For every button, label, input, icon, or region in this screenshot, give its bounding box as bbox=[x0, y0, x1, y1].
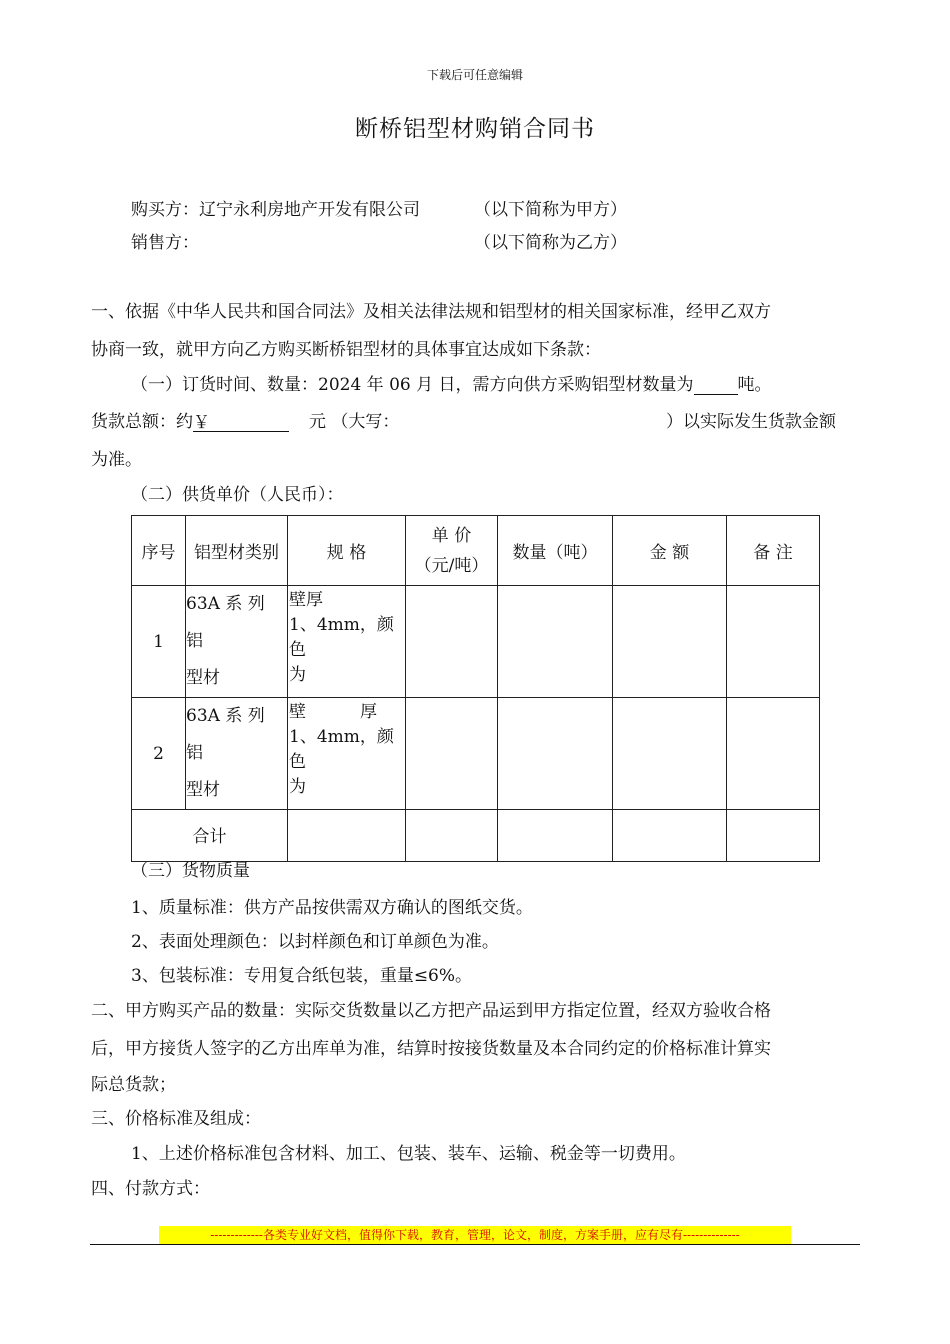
table-total-row bbox=[132, 810, 820, 862]
row1-spec bbox=[288, 586, 406, 698]
row1-price bbox=[406, 586, 498, 698]
header-qty: 数量（吨） bbox=[498, 516, 613, 586]
footer-divider bbox=[90, 1244, 860, 1245]
section3-item1: 1、上述价格标准包含材料、加工、包装、装车、运输、税金等一切费用。 bbox=[131, 1144, 686, 1164]
buyer-line: 购买方：辽宁永利房地产开发有限公司 bbox=[131, 200, 420, 220]
header-spec: 规 格 bbox=[288, 516, 406, 586]
row1-category bbox=[186, 586, 288, 698]
order-text: （一）订货时间、数量：2024 年 06 月 日，需方向供方采购铝型材数量为 bbox=[131, 375, 694, 395]
contract-title: 断桥铝型材购销合同书 bbox=[355, 116, 595, 142]
section2-line3: 际总货款； bbox=[91, 1075, 176, 1095]
header-note: 下载后可任意编辑 bbox=[426, 68, 523, 82]
order-line bbox=[131, 375, 772, 395]
buyer-alias: （以下简称为甲方） bbox=[474, 200, 627, 220]
total-prefix: 货款总额：约 bbox=[91, 412, 193, 432]
section1-line2: 协商一致，就甲方向乙方购买断桥铝型材的具体事宜达成如下条款： bbox=[91, 340, 601, 360]
row2-category bbox=[186, 698, 288, 810]
price-heading: （二）供货单价（人民币）： bbox=[131, 485, 344, 505]
total-price bbox=[406, 810, 498, 862]
quality-item2: 2、表面处理颜色：以封样颜色和订单颜色为准。 bbox=[131, 932, 499, 952]
header-price-line1: 单 价 bbox=[431, 525, 472, 546]
row2-remark bbox=[727, 698, 820, 810]
total-line2: 为准。 bbox=[91, 450, 142, 470]
header-seq: 序号 bbox=[132, 516, 186, 586]
header-remark: 备 注 bbox=[727, 516, 820, 586]
price-table bbox=[131, 515, 820, 862]
row1-seq: 1 bbox=[132, 586, 186, 698]
row2-spec-line1: 壁 厚 bbox=[289, 702, 378, 722]
section2-line2: 后，甲方接货人签字的乙方出库单为准，结算时按接货数量及本合同约定的价格标准计算实 bbox=[91, 1039, 771, 1059]
total-label: 合计 bbox=[132, 810, 288, 862]
section1-line1: 一、依据《中华人民共和国合同法》及相关法律法规和铝型材的相关国家标准，经甲乙双方 bbox=[91, 302, 771, 322]
row2-seq: 2 bbox=[132, 698, 186, 810]
row2-category-line1: 63A 系 列 铝 bbox=[186, 706, 265, 763]
table-header-row bbox=[132, 516, 820, 586]
order-unit: 吨。 bbox=[737, 375, 772, 395]
total-spec bbox=[288, 810, 406, 862]
total-amount-blank bbox=[193, 413, 289, 432]
currency-symbol: ￥ bbox=[193, 413, 210, 433]
row1-remark bbox=[727, 586, 820, 698]
row1-category-line1: 63A 系 列 铝 bbox=[186, 594, 265, 651]
row2-spec-line2: 1、4mm，颜色 bbox=[289, 727, 394, 772]
total-yuan: 元 （大写： bbox=[309, 412, 400, 432]
total-remark bbox=[727, 810, 820, 862]
header-category: 铝型材类别 bbox=[186, 516, 288, 586]
row1-spec-line2: 1、4mm，颜色 bbox=[289, 615, 394, 660]
total-amount bbox=[613, 810, 727, 862]
seller-alias: （以下简称为乙方） bbox=[474, 233, 627, 253]
quality-item3: 3、包装标准：专用复合纸包装，重量≤6%。 bbox=[131, 966, 473, 986]
row1-amount bbox=[613, 586, 727, 698]
quantity-blank bbox=[694, 376, 738, 395]
header-price-line2: （元/吨） bbox=[414, 555, 489, 576]
row2-spec bbox=[288, 698, 406, 810]
row1-spec-line1: 壁厚 bbox=[289, 590, 323, 610]
total-qty bbox=[498, 810, 613, 862]
row2-amount bbox=[613, 698, 727, 810]
total-line bbox=[91, 412, 399, 432]
section3-heading: 三、价格标准及组成： bbox=[91, 1109, 261, 1129]
total-suffix: ）以实际发生货款金额 bbox=[666, 412, 836, 432]
header-price bbox=[406, 516, 498, 586]
section2-line1: 二、甲方购买产品的数量：实际交货数量以乙方把产品运到甲方指定位置，经双方验收合格 bbox=[91, 1001, 771, 1021]
row2-qty bbox=[498, 698, 613, 810]
quality-item1: 1、质量标准：供方产品按供需双方确认的图纸交货。 bbox=[131, 898, 533, 918]
row1-category-line2: 型材 bbox=[186, 668, 220, 688]
section4-heading: 四、付款方式： bbox=[91, 1179, 210, 1199]
table-row bbox=[132, 586, 820, 698]
quality-heading: （三）货物质量 bbox=[131, 861, 250, 881]
row2-price bbox=[406, 698, 498, 810]
row1-qty bbox=[498, 586, 613, 698]
row2-spec-line3: 为 bbox=[289, 777, 306, 797]
seller-line: 销售方： bbox=[131, 233, 199, 253]
row1-spec-line3: 为 bbox=[289, 665, 306, 685]
footer-banner: -------------各类专业好文档，值得你下载，教育，管理，论文，制度，方案手册，应有尽有-------------- bbox=[159, 1226, 791, 1244]
table-row bbox=[132, 698, 820, 810]
row2-category-line2: 型材 bbox=[186, 780, 220, 800]
header-amount: 金 额 bbox=[613, 516, 727, 586]
